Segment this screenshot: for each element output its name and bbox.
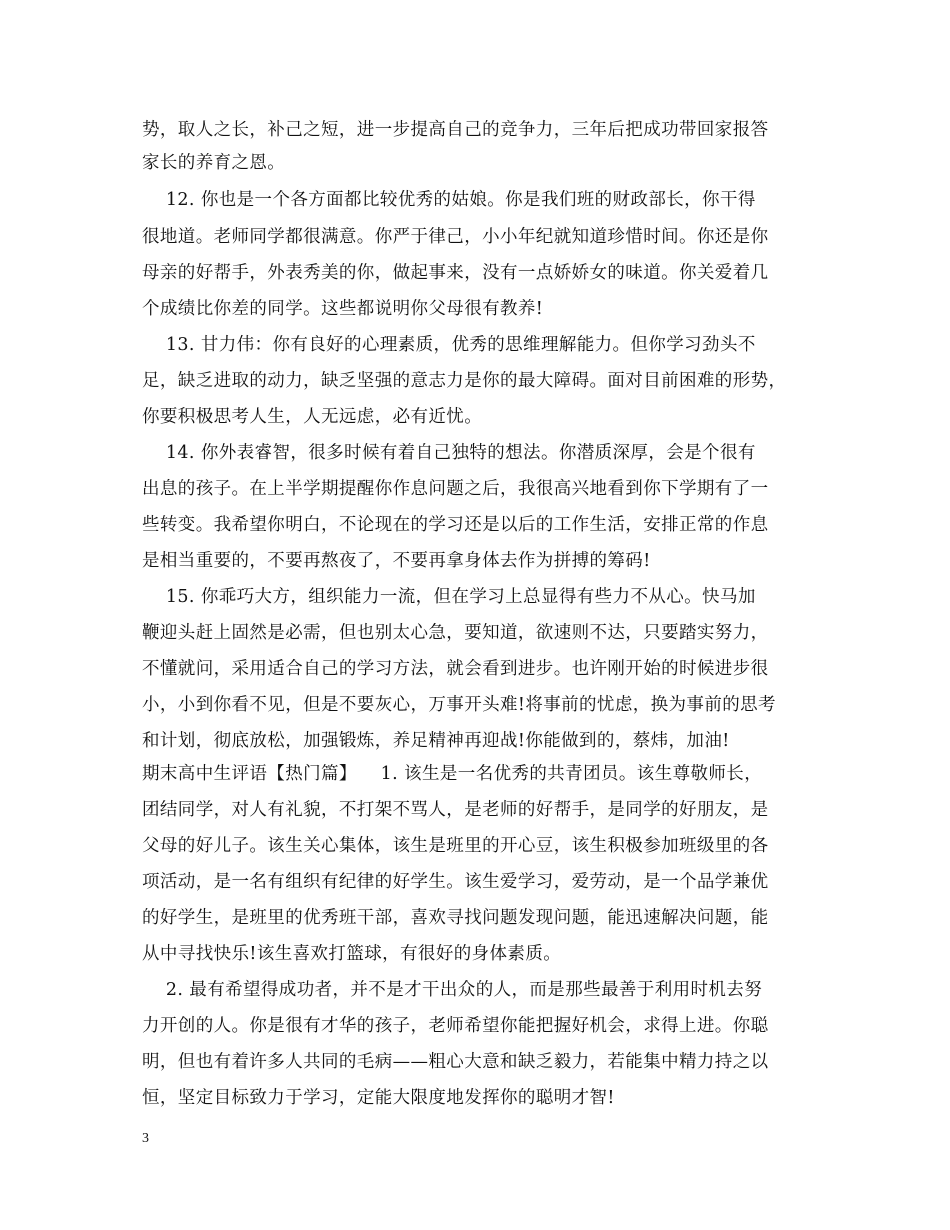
text-line: 力开创的人。你是很有才华的孩子，老师希望你能把握好机会，求得上进。你聪 — [142, 1016, 769, 1036]
text-line: 13. 甘力伟：你有良好的心理素质，优秀的思维理解能力。但你学习劲头不 — [142, 335, 756, 355]
text-line: 个成绩比你差的同学。这些都说明你父母很有教养! — [142, 299, 544, 319]
text-line: 15. 你乖巧大方，组织能力一流，但在学习上总显得有些力不从心。快马加 — [142, 587, 756, 607]
text-line: 父母的好儿子。该生关心集体，该生是班里的开心豆，该生积极参加班级里的各 — [142, 836, 769, 856]
text-line: 出息的孩子。在上半学期提醒你作息问题之后，我很高兴地看到你下学期有了一 — [142, 479, 769, 499]
text-line: 的好学生，是班里的优秀班干部，喜欢寻找问题发现问题，能迅速解决问题，能 — [142, 908, 769, 928]
section-heading-line: 期末高中生评语【热门篇】 1. 该生是一名优秀的共青团员。该生尊敬师长， — [142, 764, 763, 784]
text-line: 14. 你外表睿智，很多时候有着自己独特的想法。你潜质深厚，会是个很有 — [142, 443, 756, 463]
text-line: 很地道。老师同学都很满意。你严于律己，小小年纪就知道珍惜时间。你还是你 — [142, 227, 769, 247]
text-line: 是相当重要的，不要再熬夜了，不要再拿身体去作为拼搏的筹码! — [142, 551, 651, 571]
text-line: 2. 最有希望得成功者，并不是才干出众的人，而是那些最善于利用时机去努 — [142, 980, 763, 1000]
text-line: 鞭迎头赶上固然是必需，但也别太心急，要知道，欲速则不达，只要踏实努力， — [142, 623, 769, 643]
text-line: 家长的养育之恩。 — [142, 153, 286, 173]
text-line: 足，缺乏进取的动力，缺乏坚强的意志力是你的最大障碍。面对目前困难的形势， — [142, 371, 787, 391]
text-line: 势，取人之长，补己之短，进一步提高自己的竞争力，三年后把成功带回家报答 — [142, 120, 769, 140]
text-line: 12. 你也是一个各方面都比较优秀的姑娘。你是我们班的财政部长，你干得 — [142, 190, 756, 210]
text-line: 团结同学，对人有礼貌，不打架不骂人，是老师的好帮手，是同学的好朋友，是 — [142, 800, 769, 820]
text-line: 小，小到你看不见，但是不要灰心，万事开头难!将事前的忧虑，换为事前的思考 — [142, 695, 776, 715]
page-number: 3 — [142, 1131, 149, 1146]
text-line: 从中寻找快乐!该生喜欢打篮球，有很好的身体素质。 — [142, 944, 562, 964]
text-line: 和计划，彻底放松，加强锻炼，养足精神再迎战!你能做到的，蔡炜，加油! — [142, 731, 730, 751]
text-line: 不懂就问，采用适合自己的学习方法，就会看到进步。也许刚开始的时候进步很 — [142, 659, 769, 679]
text-line: 你要积极思考人生，人无远虑，必有近忧。 — [142, 407, 483, 427]
text-line: 些转变。我希望你明白，不论现在的学习还是以后的工作生活，安排正常的作息 — [142, 515, 769, 535]
text-line: 母亲的好帮手，外表秀美的你，做起事来，没有一点娇娇女的味道。你关爱着几 — [142, 263, 769, 283]
text-line: 明，但也有着许多人共同的毛病——粗心大意和缺乏毅力，若能集中精力持之以 — [142, 1052, 769, 1072]
text-line: 项活动，是一名有组织有纪律的好学生。该生爱学习，爱劳动，是一个品学兼优 — [142, 872, 769, 892]
text-line: 恒，坚定目标致力于学习，定能大限度地发挥你的聪明才智! — [142, 1088, 615, 1108]
